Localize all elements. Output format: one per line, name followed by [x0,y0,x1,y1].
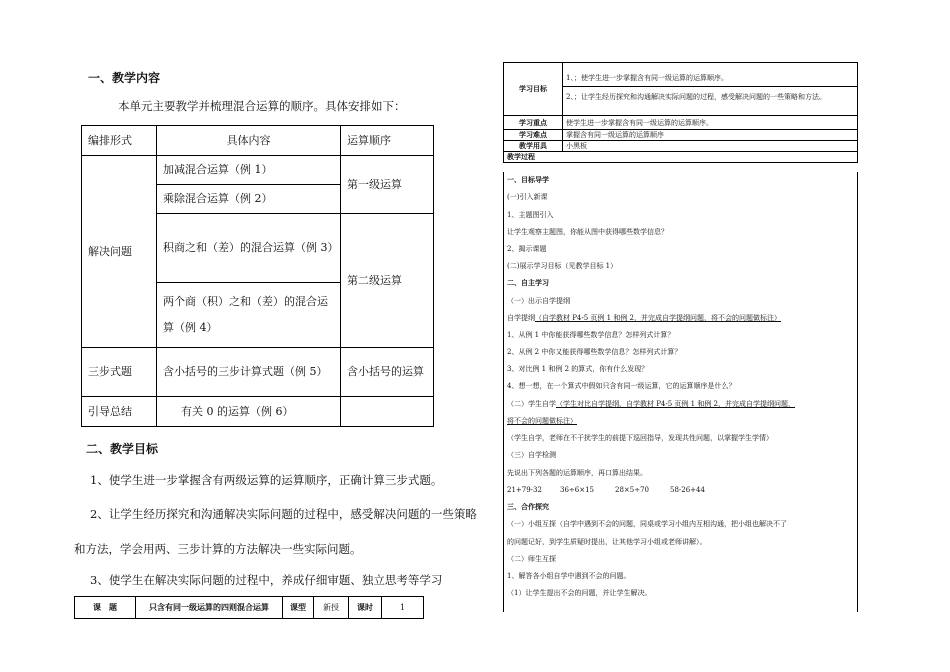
line-intro-new-lesson: (一)引入新课 [507,193,548,201]
header-format: 编排形式 [82,126,157,156]
line-teacher-student-inquiry: （二）师生互探 [507,555,556,563]
order-first-level: 第一级运算 [341,156,434,214]
lesson-topic: 只含有同一级运算的四则混合运算 [136,597,283,619]
line-teacher-guidance: （学生自学，老师在不干扰学生的前提下巡回指导，发现共性问题，以掌握学生学情） [507,434,773,442]
exercise-4: 58-26+44 [670,486,705,494]
label-topic: 课 题 [75,597,136,619]
header-content: 具体内容 [157,126,341,156]
row-content-1: 加减混合运算（例 1） [157,156,341,185]
table-row [82,156,434,185]
table-row [82,348,434,397]
label-key-point: 学习重点 [504,116,563,130]
difficulty: 掌握含有同一级运算的运算顺序 [563,130,858,141]
line-outline-instructions: 自学提纲（自学教材 P4-5 页例 1 和例 2，并完成自学提纲问题，将不会的问题做标注） [507,314,782,322]
label-teaching-process: 教学过程 [504,152,858,163]
lesson-header-table [74,596,424,619]
key-point: 使学生进一步掌握含有同一级运算的运算顺序。 [563,116,858,130]
exercise-3: 28×5÷70 [615,486,649,494]
table-header-row [82,126,434,156]
label-learning-goals: 学习目标 [504,63,563,116]
line-question-3: 3、对比例 1 和例 2 的算式，你有什么发现？ [507,365,649,373]
heading-self-study: 二、自主学习 [507,279,549,287]
order-parentheses: 含小括号的运算 [341,348,434,397]
order-empty [341,397,434,427]
content-arrangement-table [81,125,434,427]
learning-goal-2: 2、；让学生经历探究和沟通解决实际问题的过程，感受解决问题的一些策略和方法。 [566,93,826,101]
learning-goal-1: 1、；使学生进一步掌握含有同一级运算的运算顺序。 [563,71,857,87]
line-self-test: （三）自学检测 [507,451,556,459]
intro-text: 本单元主要教学并梳理混合运算的顺序。具体安排如下： [118,99,406,113]
goal-1: 1、使学生进一步掌握含有两级运算的运算顺序，正确计算三步式题。 [90,473,443,487]
section-1-title: 一、教学内容 [88,71,161,85]
group-solve-problems: 解决问题 [82,156,157,348]
line-show-goals: (二)展示学习目标（见教学目标 1） [507,262,618,270]
table-row [82,397,434,427]
line-student-self-study-cont: 将不会的问题做标注） [507,417,577,425]
row-content-3: 积商之和（差）的混合运算（例 3） [157,214,341,283]
header-order: 运算顺序 [341,126,434,156]
heading-cooperative-inquiry: 三、合作探究 [507,503,549,511]
order-second-level: 第二级运算 [341,214,434,348]
line-show-outline: （一）出示自学提纲 [507,297,570,305]
label-lesson-type: 课型 [283,597,314,619]
row-content-4: 两个商（积）之和（差）的混合运算（例 4） [157,283,341,348]
label-teaching-tools: 教学用具 [504,141,563,152]
line-question-2: 2、从例 2 中你又能获得哪些数学信息？怎样列式计算？ [507,348,682,356]
teaching-tools: 小黑板 [563,141,858,152]
line-exercises [507,485,705,495]
line-student-self-study: （二）学生自学（学生对比自学提纲，自学教材 P4-5 页例 1 和例 2，并完成自学提纲问题， [507,400,796,408]
heading-goal-guidance: 一、目标导学 [507,176,549,184]
lesson-hours: 1 [382,597,424,619]
goal-3: 3、使学生在解决实际问题的过程中，养成仔细审题、独立思考等学习 [90,573,443,587]
label-hours: 课时 [349,597,382,619]
line-observe-image: 让学生观察主题图，你能从图中获得哪些数学信息？ [507,228,668,236]
line-reveal-topic: 2、揭示课题 [507,245,547,253]
group-summary: 引导总结 [82,397,157,427]
line-students-raise-questions: （1）让学生提出不会的问题，并让学生解决。 [507,589,652,597]
line-question-4: 4、想一想，在一个算式中假如只含有同一级运算，它的运算顺序是什么？ [507,382,736,390]
exercise-1: 21+79-32 [507,486,542,494]
row-content-5: 含小括号的三步计算式题（例 5） [157,348,341,397]
row-content-6: 有关 0 的运算（例 6） [157,397,341,427]
section-2-title: 二、教学目标 [86,442,159,456]
line-group-inquiry-cont: 的问题记好，到学生质疑时提出，让其他学习小组或老师讲解）。 [507,538,707,546]
table-right-border [857,172,858,612]
exercise-2: 36÷6×15 [560,486,594,494]
goal-2-line-2: 和方法，学会用两、三步计算的方法解决一些实际问题。 [74,542,362,556]
goal-2-line-1: 2、让学生经历探究和沟通解决实际问题的过程中，感受解决问题的一些策略 [90,507,477,521]
label-difficulty: 学习难点 [504,130,563,141]
line-self-test-instructions: 先说出下列各题的运算顺序，再口算出结果。 [507,469,647,477]
lesson-plan-table [503,62,858,163]
group-three-step: 三步式题 [82,348,157,397]
row-content-2: 乘除混合运算（例 2） [157,185,341,214]
line-question-1: 1、从例 1 中你能获得哪些数学信息？怎样列式计算？ [507,331,675,339]
line-answer-questions: 1、解答各小组自学中遇到不会的问题。 [507,572,631,580]
lesson-type: 新授 [314,597,349,619]
line-theme-image: 1、主题图引入 [507,211,554,219]
line-group-inquiry: （一）小组互探（自学中遇到不会的问题，同桌或学习小组内互相沟通，把小组也解决不了 [507,520,787,528]
table-left-border [503,172,504,612]
